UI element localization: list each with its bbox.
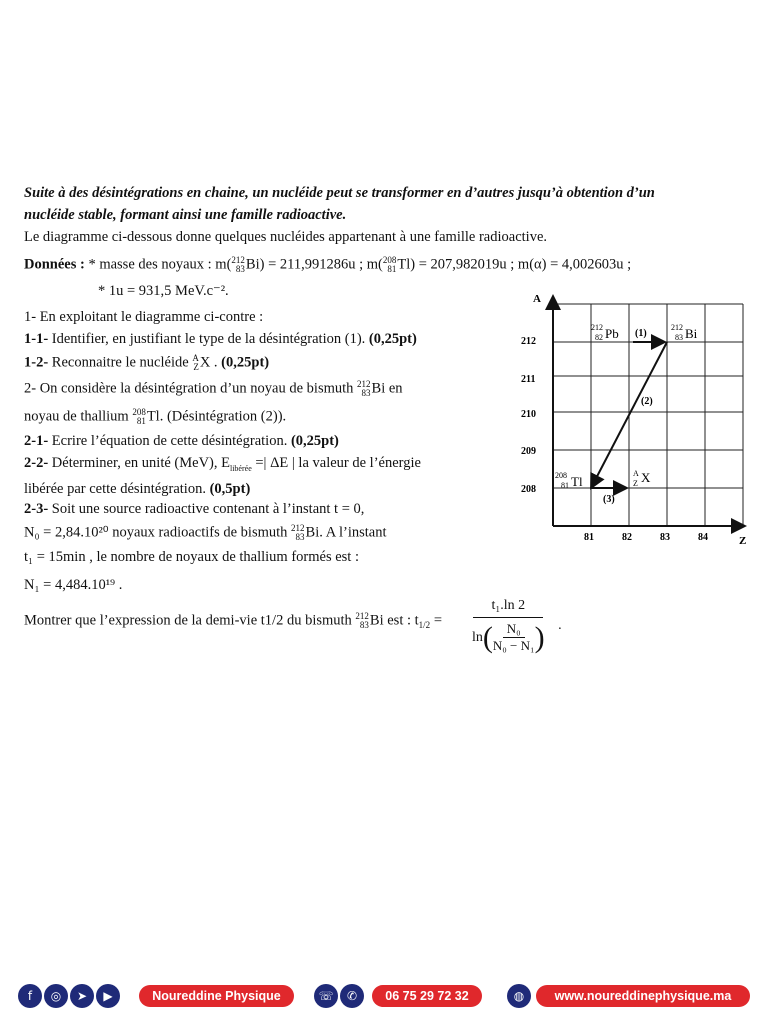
y-tick-208: 208 — [521, 484, 536, 495]
telegram-icon[interactable]: ➤ — [70, 984, 94, 1008]
bi-symbol: Bi — [245, 256, 260, 273]
x-tick-84: 84 — [698, 532, 708, 543]
globe-icon: ◍ — [507, 984, 531, 1008]
donnees-text: * masse des noyaux : m( — [88, 256, 232, 273]
arrow-1-label: (1) — [635, 328, 647, 339]
donnees-line — [24, 256, 631, 274]
svg-text:Pb: Pb — [605, 326, 619, 341]
x-tick-81: 81 — [584, 532, 594, 543]
question-1-2: 1-2- Reconnaitre le nucléide A Z X . (0,25pt) — [24, 353, 270, 372]
svg-text:82: 82 — [595, 333, 603, 342]
half-life-formula: t₁.ln 2 ln ( $\frac{\text{N₀}}{\text{N₀ − N₁}}$ ) . — [472, 598, 562, 654]
question-2-b: noyau de thallium 208 81 Tl. (Désintégration (2)). — [24, 407, 287, 426]
whatsapp-icon: ✆ — [340, 984, 364, 1008]
question-2-1: 2-1- Ecrire l’équation de cette désintégration. (0,25pt) — [24, 433, 339, 449]
intro-line-2: nucléide stable, formant ainsi une famille radioactive. — [24, 207, 347, 223]
intro-line-3: Le diagramme ci-dessous donne quelques nucléides appartenant à une famille radioactive. — [24, 229, 548, 245]
arrow-3-label: (3) — [603, 494, 615, 505]
svg-text:212: 212 — [671, 323, 683, 332]
y-axis-label: A — [533, 293, 541, 305]
y-tick-212: 212 — [521, 336, 536, 347]
tl-symbol: Tl — [397, 256, 411, 273]
formula-denominator: ln ( $\frac{\text{N₀}}{\text{N₀ − N₁}}$ ) — [472, 620, 545, 654]
phone-icon: ☏ — [314, 984, 338, 1008]
channel-name-badge[interactable]: Noureddine Physique — [139, 985, 294, 1007]
svg-text:208: 208 — [555, 471, 567, 480]
question-2-2-b: libérée par cette désintégration. (0,5pt) — [24, 481, 251, 497]
bi-notation: 212 83 — [231, 255, 245, 274]
formula-inner-numerator: N₀ — [503, 621, 525, 638]
question-1-1: 1-1- Identifier, en justifiant le type de la désintégration (1). (0,25pt) — [24, 331, 417, 347]
donnees-line-2: * 1u = 931,5 MeV.c⁻². — [98, 283, 229, 299]
donnees-label: Données : — [24, 256, 85, 273]
question-2: 2- On considère la désintégration d’un noyau de bismuth 212 83 Bi en — [24, 379, 403, 398]
arrow-2-label: (2) — [641, 396, 653, 407]
question-final: Montrer que l’expression de la demi-vie t1/2 du bismuth 212 83 Bi est : $t_{1/2}$ = — [24, 611, 442, 631]
donnees-text-b: ) = 211,991286u ; m( — [259, 256, 383, 273]
facebook-icon[interactable]: f — [18, 984, 42, 1008]
instagram-icon[interactable]: ◎ — [44, 984, 68, 1008]
formula-inner-denominator: N₀ − N₁ — [492, 638, 535, 653]
grid — [553, 304, 743, 526]
svg-text:81: 81 — [561, 481, 569, 490]
youtube-icon[interactable]: ▶ — [96, 984, 120, 1008]
svg-text:X: X — [641, 470, 651, 485]
formula-ln: ln — [472, 629, 483, 645]
svg-text:A: A — [633, 469, 639, 478]
nuclide-diagram — [507, 292, 752, 552]
donnees-text-c: ) = 207,982019u ; m(α) = 4,002603u ; — [410, 256, 632, 273]
x-tick-82: 82 — [622, 532, 632, 543]
formula-numerator: t₁.ln 2 — [473, 598, 543, 618]
svg-text:212: 212 — [591, 323, 603, 332]
bi-label — [671, 323, 698, 342]
tl-notation: 208 81 — [382, 255, 397, 274]
x-nuclide-label — [633, 469, 651, 488]
svg-text:83: 83 — [675, 333, 683, 342]
svg-text:Z: Z — [633, 479, 638, 488]
question-2-2: 2-2- Déterminer, en unité (MeV), $E_{libérée}$ =| ΔE | la valeur de l’énergie — [24, 455, 421, 473]
question-2-3-c: t₁ = 15min , le nombre de noyaux de thallium formés est : — [24, 549, 359, 565]
website-link[interactable]: www.noureddinephysique.ma — [536, 985, 750, 1007]
y-tick-209: 209 — [521, 446, 536, 457]
x-tick-83: 83 — [660, 532, 670, 543]
pb-label — [591, 323, 619, 342]
y-tick-210: 210 — [521, 409, 536, 420]
x-notation: A Z — [192, 353, 199, 372]
x-axis-label: Z — [739, 535, 747, 547]
question-2-3-d: N₁ = 4,484.10¹⁹ . — [24, 577, 123, 593]
svg-text:Tl: Tl — [571, 474, 583, 489]
phone-number[interactable]: 06 75 29 72 32 — [372, 985, 482, 1007]
question-1: 1- En exploitant le diagramme ci-contre : — [24, 309, 264, 325]
tl-label — [555, 471, 583, 490]
y-tick-211: 211 — [521, 374, 536, 385]
question-2-3: 2-3- Soit une source radioactive contenant à l’instant t = 0, — [24, 501, 365, 517]
question-2-3-b: N₀ = 2,84.10²⁰ noyaux radioactifs de bismuth 212 83 Bi. A l’instant — [24, 523, 387, 542]
footer-bar — [0, 980, 768, 1012]
intro-line-1: Suite à des désintégrations en chaine, un nucléide peut se transformer en d’autres jusqu’à obtention d’un — [24, 185, 655, 201]
svg-text:Bi: Bi — [685, 326, 698, 341]
